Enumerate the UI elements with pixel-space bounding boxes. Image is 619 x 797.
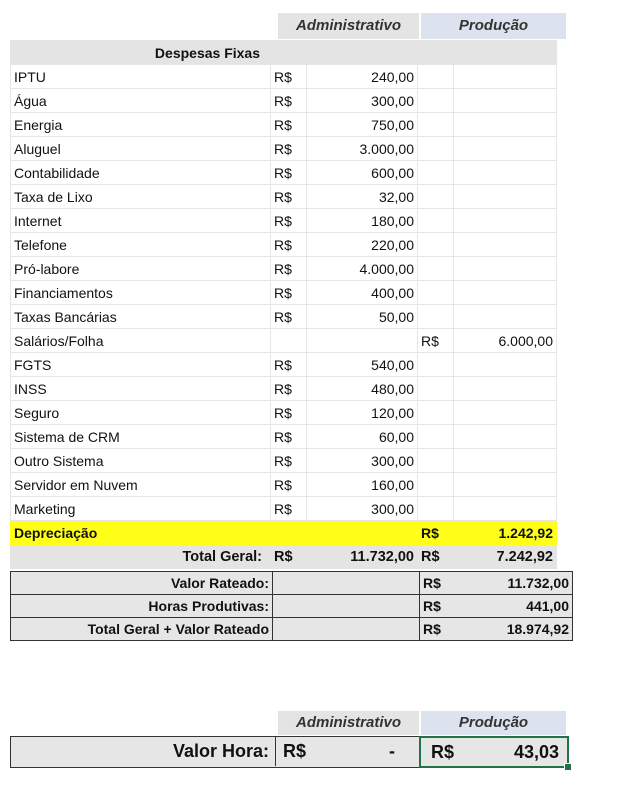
header-administrativo-2[interactable]: Administrativo [278,711,419,735]
rateio-value[interactable]: 18.974,92 [462,618,573,641]
admin-value[interactable]: 4.000,00 [307,257,418,281]
table-row [11,401,557,425]
expense-label[interactable]: Taxa de Lixo [11,185,271,209]
prod-value[interactable] [454,257,557,281]
depreciacao-admin-value[interactable] [307,521,418,545]
total-row [11,545,557,569]
admin-value[interactable]: 540,00 [307,353,418,377]
admin-currency[interactable]: R$ [271,305,307,329]
expenses-table [10,40,557,569]
header-producao[interactable]: Produção [421,13,566,39]
prod-value[interactable] [454,137,557,161]
prod-value[interactable] [454,113,557,137]
expense-label[interactable]: Internet [11,209,271,233]
table-row [11,353,557,377]
fill-handle[interactable] [564,763,572,771]
prod-currency[interactable] [418,161,454,185]
prod-value[interactable] [454,161,557,185]
expense-label[interactable]: Salários/Folha [11,329,271,353]
admin-currency[interactable]: R$ [271,209,307,233]
rateio-value[interactable]: 441,00 [462,595,573,618]
admin-value[interactable]: 400,00 [307,281,418,305]
admin-value[interactable]: 3.000,00 [307,137,418,161]
table-row [11,185,557,209]
admin-value[interactable]: 180,00 [307,209,418,233]
header-administrativo[interactable]: Administrativo [278,13,419,39]
total-admin-currency[interactable]: R$ [271,545,307,569]
admin-value[interactable]: 60,00 [307,425,418,449]
admin-value[interactable]: 600,00 [307,161,418,185]
table-row [11,209,557,233]
admin-currency[interactable] [271,329,307,353]
prod-value[interactable] [454,425,557,449]
rateio-currency[interactable]: R$ [420,618,463,641]
expense-label[interactable]: Aluguel [11,137,271,161]
total-admin-value[interactable]: 11.732,00 [307,545,418,569]
admin-currency[interactable]: R$ [271,425,307,449]
admin-value[interactable]: 50,00 [307,305,418,329]
rateio-admin-cell[interactable] [273,572,420,595]
table-row [11,281,557,305]
expense-label[interactable]: FGTS [11,353,271,377]
depreciacao-admin-currency[interactable] [271,521,307,545]
admin-currency[interactable]: R$ [271,113,307,137]
admin-value[interactable]: 750,00 [307,113,418,137]
admin-currency[interactable]: R$ [271,497,307,521]
prod-value[interactable] [454,377,557,401]
expense-label[interactable]: Financiamentos [11,281,271,305]
table-row [11,425,557,449]
admin-value[interactable] [307,329,418,353]
prod-value[interactable] [454,89,557,113]
admin-currency[interactable]: R$ [271,89,307,113]
prod-currency[interactable] [418,113,454,137]
table-row [11,377,557,401]
depreciacao-label[interactable]: Depreciação [11,521,271,545]
prod-currency[interactable] [418,233,454,257]
prod-currency[interactable] [418,185,454,209]
rateio-currency[interactable]: R$ [420,572,463,595]
table-row [11,257,557,281]
total-label[interactable]: Total Geral: [11,545,271,569]
valor-hora-prod-cell-selected[interactable] [419,736,569,768]
expense-label[interactable]: Energia [11,113,271,137]
table-row [11,89,557,113]
rateio-row [11,572,573,595]
prod-value[interactable]: 6.000,00 [454,329,557,353]
rateio-label[interactable]: Total Geral + Valor Rateado [11,618,273,641]
rateio-row [11,595,573,618]
admin-value[interactable]: 300,00 [307,497,418,521]
table-row [11,329,557,353]
prod-currency[interactable] [418,209,454,233]
admin-currency[interactable]: R$ [271,401,307,425]
admin-currency[interactable]: R$ [271,473,307,497]
prod-currency[interactable] [418,281,454,305]
rateio-admin-cell[interactable] [273,618,420,641]
expense-label[interactable]: Telefone [11,233,271,257]
prod-currency[interactable] [418,257,454,281]
admin-value[interactable]: 220,00 [307,233,418,257]
admin-currency[interactable]: R$ [271,185,307,209]
admin-currency[interactable]: R$ [271,281,307,305]
table-row [11,305,557,329]
section-title[interactable]: Despesas Fixas [11,41,271,65]
table-row [11,233,557,257]
table-row [11,113,557,137]
valor-hora-prod-value: 43,03 [513,741,559,762]
admin-currency[interactable]: R$ [271,137,307,161]
rateio-row [11,618,573,641]
admin-value[interactable]: 120,00 [307,401,418,425]
depreciacao-row [11,521,557,545]
admin-currency[interactable]: R$ [271,449,307,473]
admin-currency[interactable]: R$ [271,353,307,377]
prod-value[interactable] [454,401,557,425]
rateio-currency[interactable]: R$ [420,595,463,618]
prod-value[interactable] [454,449,557,473]
table-row [11,449,557,473]
expense-label[interactable]: IPTU [11,65,271,89]
section-row [11,41,557,65]
prod-currency[interactable] [418,425,454,449]
prod-value[interactable] [454,281,557,305]
expense-label[interactable]: Taxas Bancárias [11,305,271,329]
expense-label[interactable]: INSS [11,377,271,401]
expense-label[interactable]: Marketing [11,497,271,521]
expense-label[interactable]: Água [11,89,271,113]
prod-currency[interactable] [418,377,454,401]
prod-currency[interactable] [418,137,454,161]
prod-currency[interactable] [418,401,454,425]
valor-hora-prod-currency: R$ [431,741,455,762]
valor-hora-admin-value[interactable]: - [389,741,395,761]
prod-value[interactable] [454,185,557,209]
valor-hora-label[interactable]: Valor Hora: [11,737,276,766]
expense-label[interactable]: Pró-labore [11,257,271,281]
valor-hora-row [10,736,566,768]
prod-value[interactable] [454,65,557,89]
admin-currency[interactable]: R$ [271,161,307,185]
rateio-table [10,571,573,641]
prod-currency[interactable] [418,89,454,113]
expense-label[interactable]: Seguro [11,401,271,425]
admin-currency[interactable]: R$ [271,65,307,89]
rateio-label[interactable]: Valor Rateado: [11,572,273,595]
prod-value[interactable] [454,305,557,329]
admin-value[interactable]: 300,00 [307,89,418,113]
prod-value[interactable] [454,473,557,497]
prod-currency[interactable] [418,305,454,329]
expense-label[interactable]: Outro Sistema [11,449,271,473]
prod-currency[interactable]: R$ [418,329,454,353]
table-row [11,497,557,521]
header-producao-2[interactable]: Produção [421,711,566,735]
expense-label[interactable]: Servidor em Nuvem [11,473,271,497]
rateio-label[interactable]: Horas Produtivas: [11,595,273,618]
admin-currency[interactable]: R$ [271,233,307,257]
prod-value[interactable] [454,209,557,233]
prod-value[interactable] [454,497,557,521]
table-row [11,65,557,89]
prod-value[interactable] [454,353,557,377]
admin-currency[interactable]: R$ [271,257,307,281]
expense-label[interactable]: Contabilidade [11,161,271,185]
admin-value[interactable]: 32,00 [307,185,418,209]
table-row [11,161,557,185]
rateio-admin-cell[interactable] [273,595,420,618]
admin-value[interactable]: 300,00 [307,449,418,473]
depreciacao-prod-currency[interactable]: R$ [418,521,454,545]
prod-currency[interactable] [418,497,454,521]
admin-value[interactable]: 160,00 [307,473,418,497]
admin-currency[interactable]: R$ [271,377,307,401]
prod-currency[interactable] [418,473,454,497]
prod-currency[interactable] [418,65,454,89]
prod-currency[interactable] [418,449,454,473]
table-row [11,137,557,161]
prod-currency[interactable] [418,353,454,377]
prod-value[interactable] [454,233,557,257]
total-prod-value[interactable]: 7.242,92 [454,545,557,569]
table-row [11,473,557,497]
admin-value[interactable]: 240,00 [307,65,418,89]
admin-value[interactable]: 480,00 [307,377,418,401]
expense-label[interactable]: Sistema de CRM [11,425,271,449]
total-prod-currency[interactable]: R$ [418,545,454,569]
rateio-value[interactable]: 11.732,00 [462,572,573,595]
depreciacao-prod-value[interactable]: 1.242,92 [454,521,557,545]
valor-hora-admin-currency[interactable]: R$ [283,741,307,761]
